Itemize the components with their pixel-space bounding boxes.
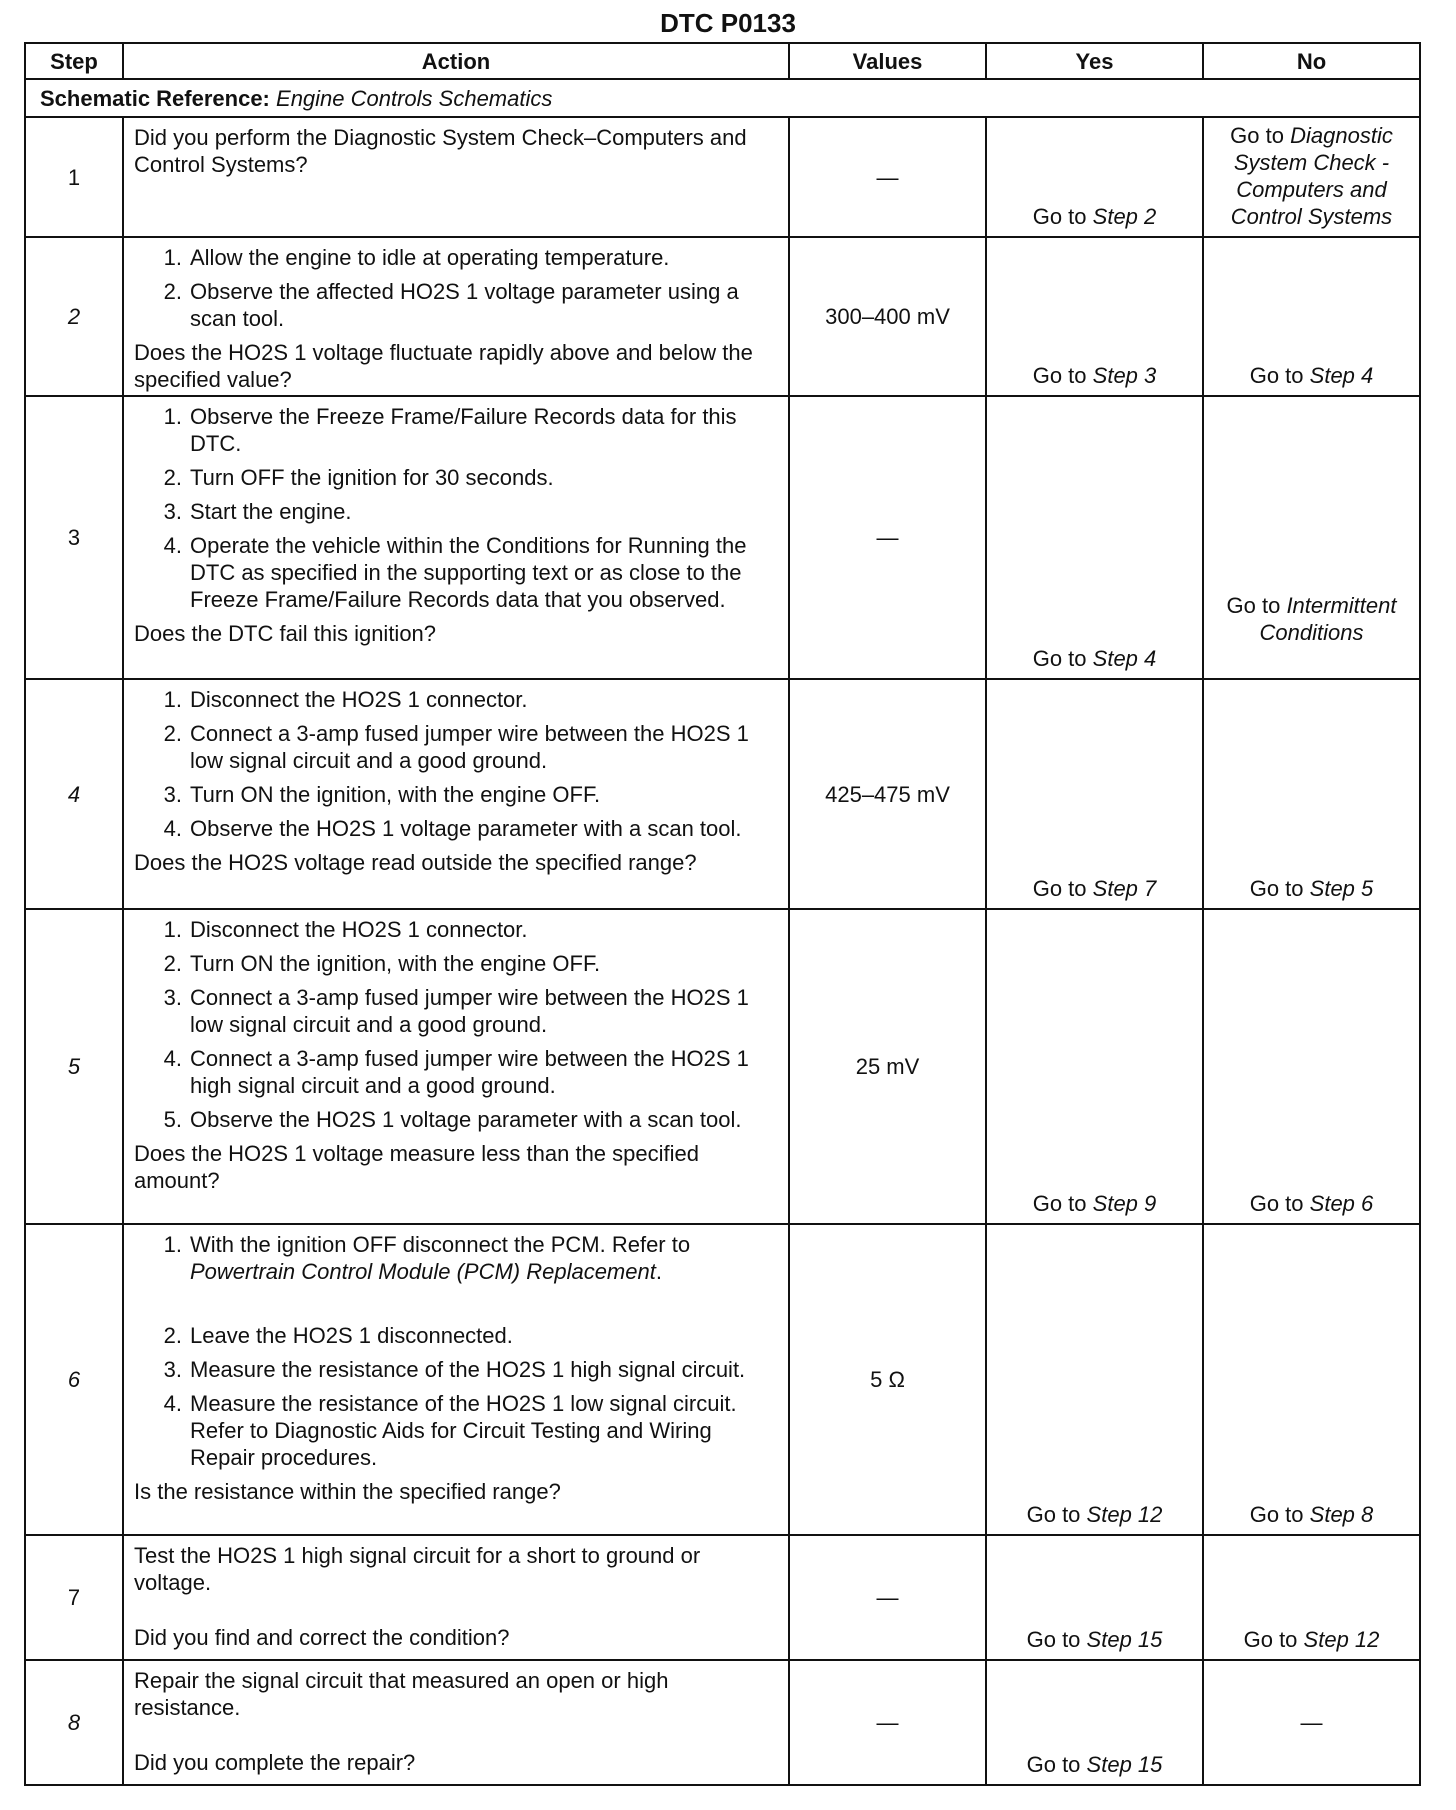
table-row xyxy=(25,117,1420,237)
table-row xyxy=(25,396,1420,679)
procedure-item: 3. Turn ON the ignition, with the engine OFF. xyxy=(163,782,601,807)
table-row xyxy=(25,679,1420,909)
no-cell xyxy=(1203,1535,1420,1660)
procedure-item: 2. Connect a 3-amp fused jumper wire between the HO2S 1 low signal circuit and a good ground. xyxy=(163,721,749,773)
goto-label: Go to xyxy=(1230,123,1284,148)
step-number: 1 xyxy=(25,117,123,237)
action-cell xyxy=(123,237,789,396)
header-step: Step xyxy=(25,43,123,79)
step-number: 3 xyxy=(25,396,123,679)
action-question: Does the HO2S 1 voltage measure less than the specified amount? xyxy=(134,1141,699,1193)
action-text: Repair the signal circuit that measured an open or high resistance. xyxy=(134,1668,669,1720)
goto-label: Go to xyxy=(1249,1191,1304,1216)
step-number: 8 xyxy=(25,1660,123,1785)
values-cell: — xyxy=(789,1535,986,1660)
goto-label: Go to xyxy=(1249,876,1304,901)
schematic-reference xyxy=(25,79,1420,117)
action-cell xyxy=(123,679,789,909)
procedure-item: 1. Allow the engine to idle at operating temperature. xyxy=(163,245,670,270)
procedure-item: 2. Leave the HO2S 1 disconnected. xyxy=(163,1323,513,1348)
diagnostic-table xyxy=(24,42,1421,1786)
step-number: 5 xyxy=(25,909,123,1224)
goto-label: Go to xyxy=(1243,1627,1298,1652)
goto-label: Go to xyxy=(1026,1502,1081,1527)
yes-step-link[interactable]: Step 7 xyxy=(1092,876,1157,901)
yes-cell xyxy=(986,237,1203,396)
goto-label: Go to xyxy=(1249,1502,1304,1527)
step-number: 7 xyxy=(25,1535,123,1660)
action-cell xyxy=(123,1535,789,1660)
yes-cell xyxy=(986,1535,1203,1660)
yes-step-link[interactable]: Step 9 xyxy=(1092,1191,1157,1216)
yes-step-link[interactable]: Step 3 xyxy=(1092,363,1157,388)
goto-label: Go to xyxy=(1032,363,1087,388)
procedure-list xyxy=(134,686,778,842)
procedure-item: 4. Observe the HO2S 1 voltage parameter with a scan tool. xyxy=(163,816,742,841)
action-cell xyxy=(123,117,789,237)
procedure-item: 1. Observe the Freeze Frame/Failure Records data for this DTC. xyxy=(163,404,737,456)
goto-label: Go to xyxy=(1026,1752,1081,1777)
yes-step-link[interactable]: Step 2 xyxy=(1092,204,1157,229)
yes-step-link[interactable]: Step 4 xyxy=(1092,646,1157,671)
action-cell xyxy=(123,396,789,679)
values-cell: — xyxy=(789,117,986,237)
no-cell: — xyxy=(1203,1660,1420,1785)
yes-cell xyxy=(986,909,1203,1224)
action-cell xyxy=(123,909,789,1224)
no-step-link[interactable]: Step 5 xyxy=(1309,876,1374,901)
procedure-item: 4. Measure the resistance of the HO2S 1 low signal circuit. Refer to Diagnostic Aids for Circuit Testing and Wiring Repair procedures. xyxy=(163,1391,737,1470)
no-cell xyxy=(1203,909,1420,1224)
procedure-list xyxy=(134,244,778,332)
yes-cell xyxy=(986,679,1203,909)
yes-step-link[interactable]: Step 15 xyxy=(1086,1627,1163,1652)
step-number: 2 xyxy=(25,237,123,396)
header-values: Values xyxy=(789,43,986,79)
no-cell xyxy=(1203,679,1420,909)
procedure-list xyxy=(134,1231,778,1285)
values-cell: 300–400 mV xyxy=(789,237,986,396)
action-text: Did you perform the Diagnostic System Check–Computers and Control Systems? xyxy=(134,125,747,177)
schematic-reference-label: Schematic Reference: xyxy=(40,85,270,111)
procedure-item: 5. Observe the HO2S 1 voltage parameter with a scan tool. xyxy=(163,1107,742,1132)
no-cell xyxy=(1203,396,1420,679)
no-step-link[interactable]: Step 6 xyxy=(1309,1191,1374,1216)
no-step-link[interactable]: Step 4 xyxy=(1309,363,1374,388)
goto-label: Go to xyxy=(1226,593,1281,618)
yes-step-link[interactable]: Step 15 xyxy=(1086,1752,1163,1777)
yes-cell xyxy=(986,1660,1203,1785)
goto-label: Go to xyxy=(1032,204,1087,229)
no-step-link[interactable]: Step 8 xyxy=(1309,1502,1374,1527)
table-row xyxy=(25,237,1420,396)
goto-label: Go to xyxy=(1032,646,1087,671)
yes-step-link[interactable]: Step 12 xyxy=(1086,1502,1163,1527)
table-row xyxy=(25,1660,1420,1785)
table-row xyxy=(25,909,1420,1224)
step-number: 4 xyxy=(25,679,123,909)
goto-label: Go to xyxy=(1032,1191,1087,1216)
header-action: Action xyxy=(123,43,789,79)
procedure-list xyxy=(134,1322,778,1471)
values-cell: 5 Ω xyxy=(789,1224,986,1535)
table-row xyxy=(25,1224,1420,1535)
no-step-link[interactable]: Intermittent Conditions xyxy=(1259,593,1397,645)
procedure-item: 1. Disconnect the HO2S 1 connector. xyxy=(163,687,528,712)
goto-label: Go to xyxy=(1026,1627,1081,1652)
procedure-item: 4. Operate the vehicle within the Conditions for Running the DTC as specified in the supporting text or as close to the Freeze Frame/Failure Records data that you observed. xyxy=(163,533,747,612)
action-question: Does the HO2S voltage read outside the specified range? xyxy=(134,850,697,875)
header-no: No xyxy=(1203,43,1420,79)
yes-cell xyxy=(986,1224,1203,1535)
step-number: 6 xyxy=(25,1224,123,1535)
procedure-item: 2. Turn OFF the ignition for 30 seconds. xyxy=(163,465,554,490)
action-question: Did you find and correct the condition? xyxy=(134,1625,510,1650)
action-cell xyxy=(123,1660,789,1785)
header-yes: Yes xyxy=(986,43,1203,79)
no-step-link[interactable]: Step 12 xyxy=(1303,1627,1380,1652)
values-cell: — xyxy=(789,1660,986,1785)
schematic-reference-link[interactable]: Engine Controls Schematics xyxy=(276,85,553,111)
schematic-reference-row xyxy=(25,79,1420,117)
action-question: Does the HO2S 1 voltage fluctuate rapidly above and below the specified value? xyxy=(134,340,753,392)
goto-label: Go to xyxy=(1249,363,1304,388)
goto-label: Go to xyxy=(1032,876,1087,901)
procedure-list xyxy=(134,403,778,613)
no-step-link[interactable]: Diagnostic System Check - Computers and Control Systems xyxy=(1230,123,1393,229)
procedure-item: 2. Turn ON the ignition, with the engine OFF. xyxy=(163,951,601,976)
table-row xyxy=(25,1535,1420,1660)
pcm-replacement-link[interactable]: Powertrain Control Module (PCM) Replacement xyxy=(190,1259,656,1284)
action-question: Does the DTC fail this ignition? xyxy=(134,621,437,646)
page-title: DTC P0133 xyxy=(660,8,796,38)
no-cell xyxy=(1203,117,1420,237)
procedure-item: 3. Start the engine. xyxy=(163,499,352,524)
action-text: Test the HO2S 1 high signal circuit for a short to ground or voltage. xyxy=(134,1543,701,1595)
no-cell xyxy=(1203,1224,1420,1535)
yes-cell xyxy=(986,396,1203,679)
no-cell xyxy=(1203,237,1420,396)
values-cell: 425–475 mV xyxy=(789,679,986,909)
procedure-item: 3. Connect a 3-amp fused jumper wire between the HO2S 1 low signal circuit and a good ground. xyxy=(163,985,749,1037)
procedure-list xyxy=(134,916,778,1133)
procedure-item: 1. With the ignition OFF disconnect the PCM. Refer to Powertrain Control Module (PCM) Replacement. xyxy=(163,1232,691,1284)
procedure-item: 3. Measure the resistance of the HO2S 1 high signal circuit. xyxy=(163,1357,746,1382)
values-cell: — xyxy=(789,396,986,679)
yes-cell xyxy=(986,117,1203,237)
procedure-item: 1. Disconnect the HO2S 1 connector. xyxy=(163,917,528,942)
action-question: Is the resistance within the specified range? xyxy=(134,1479,561,1504)
header-row xyxy=(25,43,1420,79)
procedure-item: 4. Connect a 3-amp fused jumper wire between the HO2S 1 high signal circuit and a good ground. xyxy=(163,1046,749,1098)
procedure-item: 2. Observe the affected HO2S 1 voltage parameter using a scan tool. xyxy=(163,279,739,331)
action-cell xyxy=(123,1224,789,1535)
values-cell: 25 mV xyxy=(789,909,986,1224)
action-question: Did you complete the repair? xyxy=(134,1750,416,1775)
